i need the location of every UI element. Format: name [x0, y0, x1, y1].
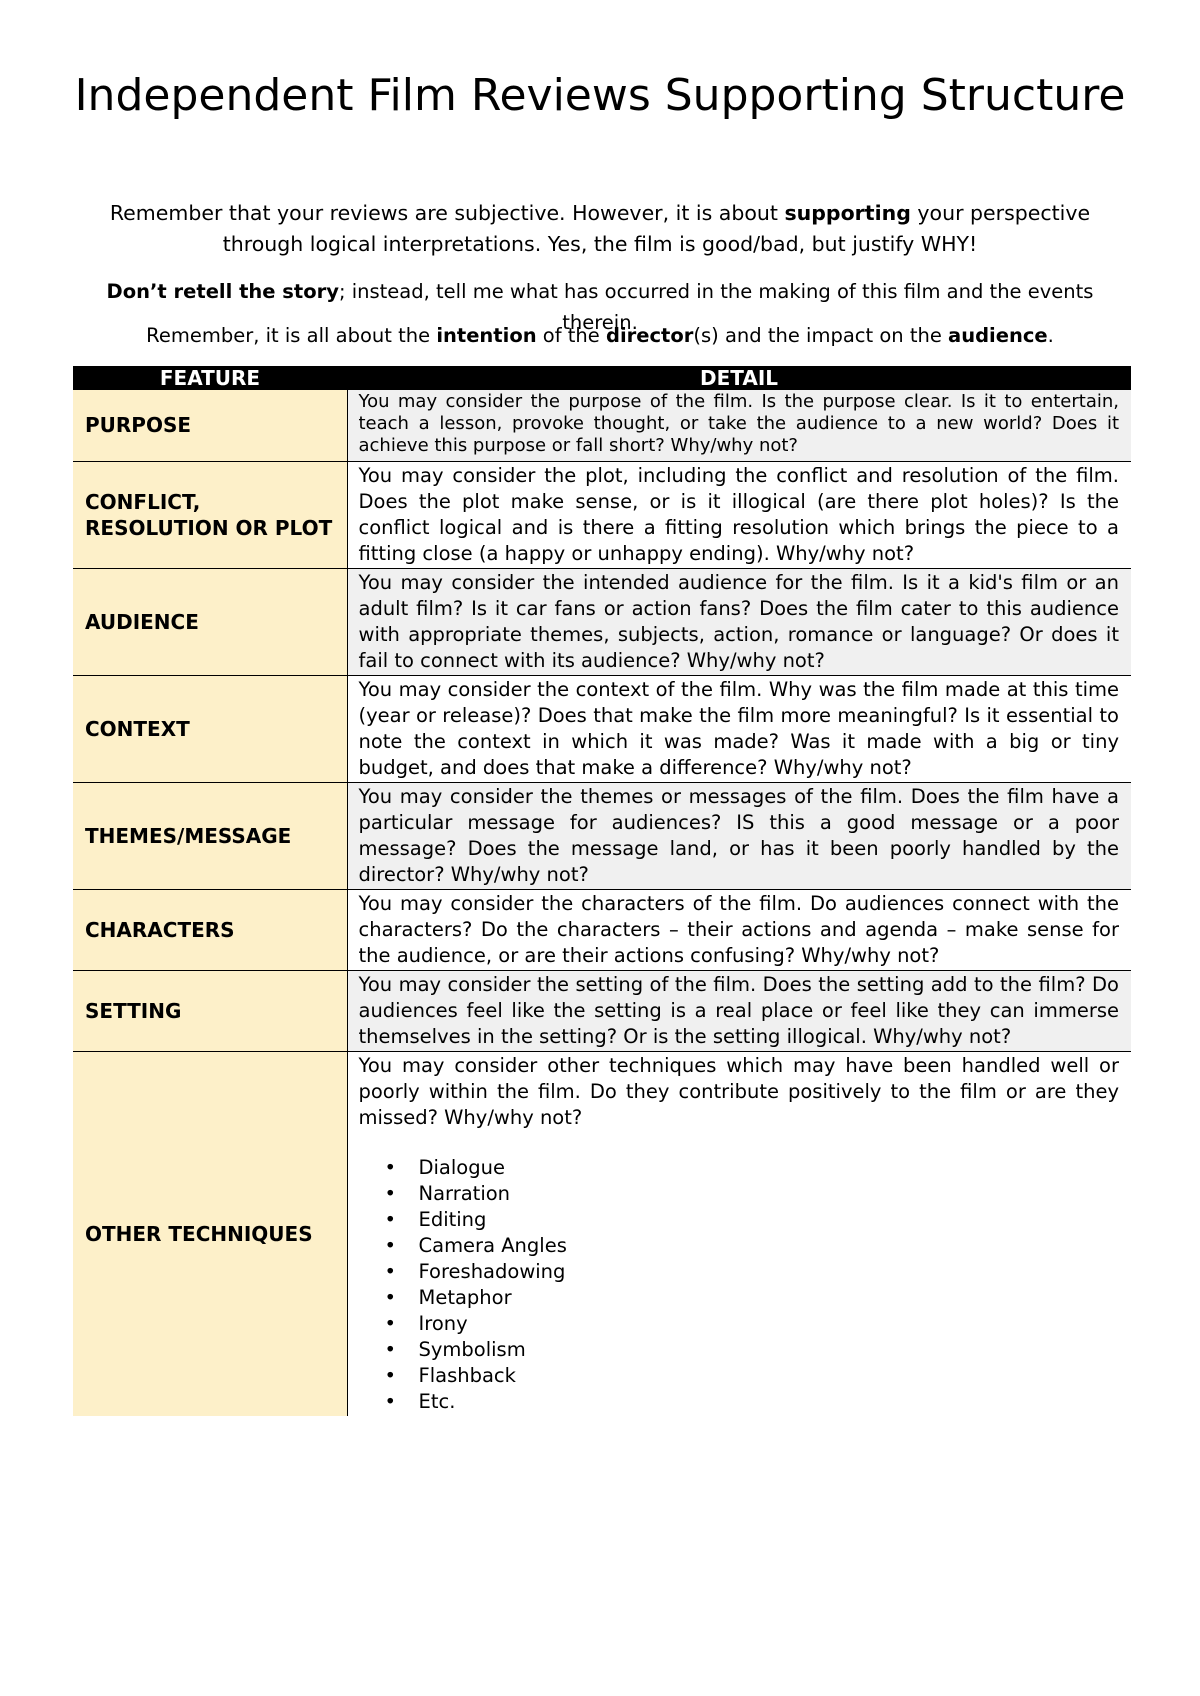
feature-detail-table: [73, 366, 1131, 1416]
column-header-detail: DETAIL: [347, 366, 1131, 390]
detail-cell: [347, 1051, 1131, 1416]
table-row-setting: [73, 970, 1131, 1051]
table-row-purpose: [73, 390, 1131, 461]
feature-cell: CONFLICT, RESOLUTION OR PLOT: [73, 461, 347, 568]
detail-text: You may consider other techniques which may have been handled well or poorly within the film. Do they contribute positively to the film or are they missed? Why/why not?: [358, 1053, 1119, 1129]
detail-cell: You may consider the plot, including the conflict and resolution of the film. Does the plot make sense, or is it illogical (are there plot holes)? Is the conflict logical and is there a fitting resolution which brings the piece to a fitting close (a happy or unhappy ending). Why/why not?: [347, 461, 1131, 568]
intro-text: .: [1047, 324, 1054, 347]
list-item: • Symbolism: [419, 1337, 1120, 1363]
list-item: • Foreshadowing: [419, 1259, 1120, 1285]
feature-cell: THEMES/MESSAGE: [73, 782, 347, 889]
intro-bold-audience: audience: [948, 324, 1048, 347]
detail-cell: You may consider the purpose of the film. Is the purpose clear. Is it to entertain, teach a lesson, provoke thought, or take the audience to a new world? Does it achieve this purpose or fall short? Why/why not?: [347, 390, 1131, 461]
table-header-row: [73, 366, 1131, 390]
intro-text: your perspective through logical interpretations. Yes, the film is good/bad, but justify WHY!: [222, 201, 1091, 256]
table-row-conflict: [73, 461, 1131, 568]
intro-text: (s) and the impact on the: [693, 324, 949, 347]
list-item: • Etc.: [419, 1389, 1120, 1415]
feature-cell: CHARACTERS: [73, 889, 347, 970]
intro-paragraph-subjective: [72, 198, 1128, 260]
intro-paragraph-intention: [72, 320, 1128, 351]
intro-text: Remember, it is all about the: [146, 324, 437, 347]
detail-cell: You may consider the intended audience for the film. Is it a kid's film or an adult film? Is it car fans or action fans? Does the film cater to this audience with appropriate themes, subjects, action, romance or language? Or does it fail to connect with its audience? Why/why not?: [347, 568, 1131, 675]
column-header-feature: FEATURE: [73, 366, 347, 390]
intro-text: of the: [536, 324, 606, 347]
feature-cell: OTHER TECHNIQUES: [73, 1051, 347, 1416]
intro-text: ; instead, tell me what has occurred in the making of this film and the events therein.: [338, 280, 1094, 334]
list-item: • Camera Angles: [419, 1233, 1120, 1259]
detail-cell: You may consider the context of the film. Why was the film made at this time (year or release)? Does that make the film more meaningful? Is it essential to note the context in which it was made? Was it made with a big or tiny budget, and does that make a difference? Why/why not?: [347, 675, 1131, 782]
list-item: • Metaphor: [419, 1285, 1120, 1311]
intro-bold-director: director: [606, 324, 694, 347]
feature-cell: AUDIENCE: [73, 568, 347, 675]
list-item: • Dialogue: [419, 1155, 1120, 1181]
feature-cell: SETTING: [73, 970, 347, 1051]
list-item: • Editing: [419, 1207, 1120, 1233]
intro-bold-retell: Don’t retell the story: [106, 280, 339, 303]
table-row-other-techniques: [73, 1051, 1131, 1416]
list-item: • Narration: [419, 1181, 1120, 1207]
table-row-characters: [73, 889, 1131, 970]
feature-cell: CONTEXT: [73, 675, 347, 782]
intro-bold-intention: intention: [436, 324, 537, 347]
detail-cell: You may consider the themes or messages of the film. Does the film have a particular message for audiences? IS this a good message or a poor message? Does the message land, or has it been poorly handled by the director? Why/why not?: [347, 782, 1131, 889]
feature-cell: PURPOSE: [73, 390, 347, 461]
intro-bold-supporting: supporting: [784, 201, 911, 225]
detail-cell: You may consider the setting of the film. Does the setting add to the film? Do audiences feel like the setting is a real place or feel like they can immerse themselves in the setting? Or is the setting illogical. Why/why not?: [347, 970, 1131, 1051]
techniques-list: [359, 1155, 1120, 1415]
table-row-themes: [73, 782, 1131, 889]
intro-text: Remember that your reviews are subjective. However, it is about: [109, 201, 785, 225]
detail-cell: You may consider the characters of the film. Do audiences connect with the characters? Do the characters – their actions and agenda – make sense for the audience, or are their actions confusing? Why/why not?: [347, 889, 1131, 970]
table-row-audience: [73, 568, 1131, 675]
list-item: • Flashback: [419, 1363, 1120, 1389]
list-item: • Irony: [419, 1311, 1120, 1337]
page-title: Independent Film Reviews Supporting Structure: [74, 70, 1126, 121]
table-row-context: [73, 675, 1131, 782]
